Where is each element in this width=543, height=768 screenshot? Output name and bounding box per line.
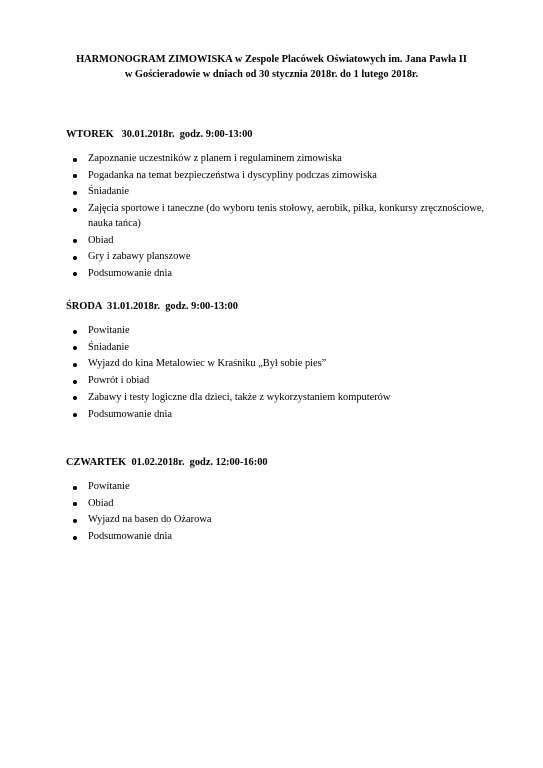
list-item: [66, 341, 486, 356]
activity-text: Zapoznanie uczestników z planem i regulaminem zimowiska: [88, 153, 342, 164]
bullet-icon: [73, 396, 77, 400]
bullet-icon: [73, 502, 77, 506]
day-heading: ŚRODA 31.01.2018r. godz. 9:00-13:00: [66, 301, 238, 312]
activity-text: Podsumowanie dnia: [88, 531, 172, 543]
list-item: [66, 202, 486, 231]
list-item: [66, 391, 486, 406]
day-section-thursday: [66, 456, 486, 547]
activity-text: Podsumowanie dnia: [88, 408, 172, 420]
activity-list: [66, 324, 486, 422]
bullet-icon: [73, 536, 77, 540]
list-item: [66, 497, 486, 512]
bullet-icon: [73, 486, 77, 490]
list-item: [66, 267, 486, 282]
activity-text: Zajęcia sportowe i taneczne (do wyboru tenis stołowy, aerobik, piłka, konkursy zręcznościowe, nauka tańca): [88, 203, 485, 229]
list-item: [66, 480, 486, 495]
bullet-icon: [73, 363, 77, 367]
activity-list: [66, 152, 486, 282]
activity-text: Zabawy i testy logiczne dla dzieci, także z wykorzystaniem komputerów: [88, 391, 391, 403]
activity-text: Wyjazd na basen do Ożarowa: [88, 514, 212, 526]
activity-text: Podsumowanie dnia: [88, 267, 172, 279]
day-section-tuesday: [66, 128, 486, 284]
activity-text: Gry i zabawy planszowe: [88, 251, 191, 263]
bullet-icon: [73, 239, 77, 243]
title-line-2: w Gościeradowie w dniach od 30 stycznia 2018r. do 1 lutego 2018r.: [124, 69, 419, 80]
bullet-icon: [73, 519, 77, 523]
list-item: [66, 169, 486, 184]
day-heading: WTOREK 30.01.2018r. godz. 9:00-13:00: [66, 129, 253, 140]
list-item: [66, 234, 486, 249]
list-item: [66, 185, 486, 200]
day-heading: CZWARTEK 01.02.2018r. godz. 12:00-16:00: [66, 457, 268, 468]
activity-text: Obiad: [88, 234, 114, 246]
list-item: [66, 513, 486, 528]
bullet-icon: [73, 272, 77, 276]
list-item: [66, 357, 486, 372]
title-line-1: HARMONOGRAM ZIMOWISKA w Zespole Placówek Oświatowych im. Jana Pawła II: [76, 54, 467, 65]
activity-text: Obiad: [88, 497, 114, 509]
bullet-icon: [73, 208, 77, 212]
activity-text: Wyjazd do kina Metalowiec w Kraśniku „Był sobie pies”: [88, 358, 327, 370]
activity-text: Śniadanie: [88, 186, 129, 198]
bullet-icon: [73, 330, 77, 334]
list-item: [66, 152, 486, 167]
list-item: [66, 324, 486, 339]
list-item: [66, 530, 486, 545]
activity-list: [66, 480, 486, 545]
day-section-wednesday: [66, 300, 486, 424]
bullet-icon: [73, 174, 77, 178]
activity-text: Powitanie: [88, 325, 130, 336]
list-item: [66, 250, 486, 265]
bullet-icon: [73, 346, 77, 350]
bullet-icon: [73, 380, 77, 384]
bullet-icon: [73, 158, 77, 162]
activity-text: Powrót i obiad: [88, 375, 150, 387]
activity-text: Pogadanka na temat bezpieczeństwa i dyscypliny podczas zimowiska: [88, 169, 377, 181]
list-item: [66, 408, 486, 423]
bullet-icon: [73, 413, 77, 417]
document-title: [40, 52, 503, 82]
activity-text: Śniadanie: [88, 341, 129, 353]
activity-text: Powitanie: [88, 481, 130, 492]
bullet-icon: [73, 191, 77, 195]
bullet-icon: [73, 256, 77, 260]
list-item: [66, 374, 486, 389]
